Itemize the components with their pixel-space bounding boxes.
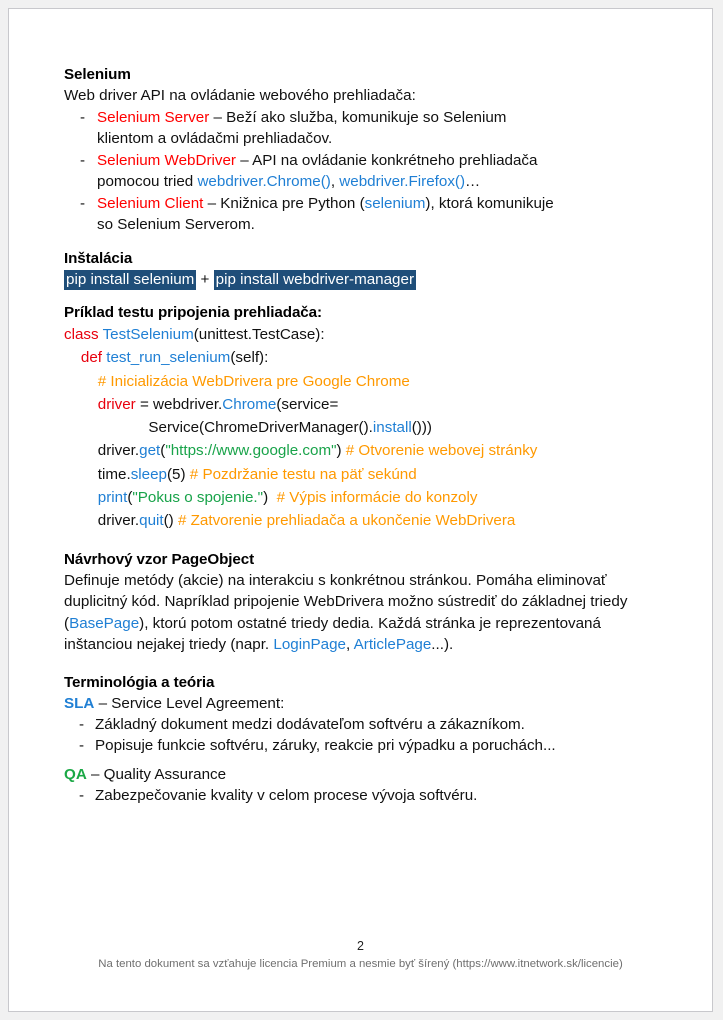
pageobject-text-3: , (346, 636, 354, 654)
code-token: # Výpis informácie do konzoly (276, 489, 478, 507)
bullet-dash: – (209, 108, 227, 126)
bullet-dash: – (236, 151, 253, 169)
code-token: = webdriver. (135, 395, 223, 413)
abbr-expansion: – Quality Assurance (86, 765, 227, 783)
code-indent (64, 512, 98, 529)
list-item (64, 735, 664, 757)
code-token: quit (139, 512, 164, 530)
install-command-webdriver-manager: pip install webdriver-manager (215, 270, 415, 288)
list-item (64, 193, 664, 236)
list-item (64, 150, 664, 193)
code-token: ())) (411, 419, 432, 437)
code-indent (64, 349, 81, 366)
dash-bullet-icon: - (79, 737, 85, 755)
dash-bullet-icon: - (80, 194, 86, 212)
heading-selenium: Selenium (64, 66, 131, 83)
spacer (64, 236, 664, 248)
code-token: ) (336, 442, 346, 460)
heading-installation: Inštalácia (64, 249, 133, 267)
code-line (64, 393, 664, 416)
code-token: TestSelenium (102, 326, 194, 343)
code-token: (5) (167, 465, 190, 483)
code-token: get (139, 442, 161, 460)
pageobject-text-1: Definuje metódy (akcie) na interakciu s konkrétnou stránkou. Pomáha eliminovať duplicitný kód. Napríklad pripojenie WebDrivera možno sústrediť do základnej triedy ( (64, 571, 628, 632)
inline-separator: , (330, 173, 340, 190)
list-item (64, 785, 664, 807)
heading-example: Príklad testu pripojenia prehliadača: (64, 304, 322, 321)
bullet-term: Selenium Client (97, 194, 204, 212)
bullet-text-line2: so Selenium Serverom. (97, 216, 255, 233)
page-content (64, 64, 664, 806)
inline-code-webdriver-chrome: webdriver.Chrome() (197, 173, 331, 190)
pageobject-body (64, 570, 664, 656)
code-indent (64, 442, 98, 459)
code-token: driver (97, 395, 136, 413)
code-line (64, 486, 664, 509)
inline-code-webdriver-firefox: webdriver.Firefox() (339, 173, 466, 190)
code-token: driver. (97, 442, 140, 460)
code-token: (unittest.TestCase): (193, 326, 325, 343)
selenium-bullet-list (64, 107, 664, 236)
bullet-text-line2: klientom a ovládačmi prehliadačov. (97, 130, 333, 147)
install-command-selenium: pip install selenium (66, 270, 195, 288)
selenium-intro: Web driver API na ovládanie webového prehliadača: (64, 87, 416, 104)
code-line (64, 346, 664, 369)
code-token: # Inicializácia WebDrivera pre Google Chrome (97, 372, 410, 390)
code-token: # Otvorenie webovej stránky (345, 442, 538, 460)
dash-bullet-icon: - (80, 151, 86, 169)
code-line (64, 416, 664, 439)
code-token: install (372, 419, 412, 437)
bullet-text: Popisuje funkcie softvéru, záruky, reakcie pri výpadku a poruchách... (95, 737, 556, 755)
terminology-definition-line (64, 764, 664, 785)
code-token: def (80, 349, 107, 367)
code-token: Service(ChromeDriverManager(). (148, 419, 373, 437)
bullet-text-prefix: Knižnica pre Python ( (220, 194, 365, 212)
licence-notice: Na tento dokument sa vzťahuje licencia Premium a nesmie byť šírený (https://www.itnetwork.sk/licencie) (98, 958, 623, 970)
code-token: print (97, 489, 128, 507)
bullet-text: Základný dokument medzi dodávateľom softvéru a zákazníkom. (95, 715, 525, 733)
install-plus: + (196, 270, 214, 288)
page-number: 2 (357, 939, 364, 953)
code-indent (64, 466, 98, 483)
code-indent (64, 489, 98, 506)
dash-bullet-icon: - (80, 108, 86, 126)
terminology-definition-line (64, 693, 664, 714)
dash-bullet-icon: - (79, 786, 85, 804)
code-line (64, 323, 664, 346)
spacer (64, 656, 664, 672)
heading-terminology: Terminológia a teória (64, 673, 215, 691)
qa-bullet-list (64, 785, 664, 807)
code-line (64, 509, 664, 532)
list-item (64, 107, 664, 150)
code-line (64, 370, 664, 393)
bullet-text: Zabezpečovanie kvality v celom procese vývoja softvéru. (95, 786, 478, 804)
sla-bullet-list (64, 714, 664, 757)
code-token: time. (97, 465, 131, 483)
bullet-text-suffix: ), ktorá komunikuje (425, 194, 554, 212)
spacer (64, 757, 664, 764)
code-token: "Pokus o spojenie." (132, 489, 264, 507)
pageobject-text-4: ...). (431, 636, 454, 654)
inline-code-selenium: selenium (364, 194, 426, 212)
code-token: "https://www.google.com" (165, 442, 337, 460)
code-line (64, 439, 664, 462)
bullet-text-line2-suffix: … (465, 173, 481, 190)
bullet-text-line1: Beží ako služba, komunikuje so Selenium (226, 108, 507, 126)
spacer (64, 290, 664, 302)
terminology-entry-qa (64, 764, 664, 807)
terminology-entry-sla (64, 693, 664, 757)
installation-commands (64, 269, 664, 291)
code-indent (64, 419, 148, 436)
code-token: test_run_selenium (106, 349, 231, 367)
bullet-text-line2-prefix: pomocou tried (97, 173, 198, 190)
code-token: # Zatvorenie prehliadača a ukončenie WebDrivera (177, 512, 516, 530)
page-footer (9, 938, 712, 973)
bullet-term: Selenium WebDriver (97, 151, 236, 169)
code-token: Chrome (222, 395, 277, 413)
list-item (64, 714, 664, 736)
code-token: (service= (276, 395, 339, 413)
code-token: ) (263, 489, 277, 507)
code-token: ( (160, 442, 166, 460)
code-token: (self): (230, 349, 269, 367)
code-token: # Pozdržanie testu na päť sekúnd (189, 465, 417, 483)
code-token: sleep (130, 465, 167, 483)
code-indent (64, 373, 98, 390)
code-block-selenium-test (64, 323, 664, 533)
code-indent (64, 396, 98, 413)
abbr-expansion: – Service Level Agreement: (94, 694, 285, 712)
pageobject-text-2: ), ktorú potom ostatné triedy dedia. Každá stránka je reprezentovaná inštanciou nejakej triedy (napr. (64, 614, 601, 654)
code-token: () (163, 512, 178, 530)
inline-code-articlepage: ArticlePage (353, 636, 432, 654)
bullet-dash: – (203, 194, 221, 212)
bullet-text-line1: API na ovládanie konkrétneho prehliadača (252, 151, 538, 169)
code-line (64, 463, 664, 486)
abbr-sla: SLA (64, 694, 95, 712)
code-token: driver. (97, 512, 140, 530)
dash-bullet-icon: - (79, 715, 85, 733)
abbr-qa: QA (64, 765, 87, 783)
document-page (8, 8, 713, 1012)
spacer (64, 533, 664, 549)
code-token: ( (127, 489, 133, 507)
code-token: class (64, 326, 103, 343)
inline-code-basepage: BasePage (69, 614, 140, 632)
bullet-term: Selenium Server (97, 108, 210, 126)
heading-pageobject: Návrhový vzor PageObject (64, 550, 255, 568)
inline-code-loginpage: LoginPage (273, 636, 347, 654)
